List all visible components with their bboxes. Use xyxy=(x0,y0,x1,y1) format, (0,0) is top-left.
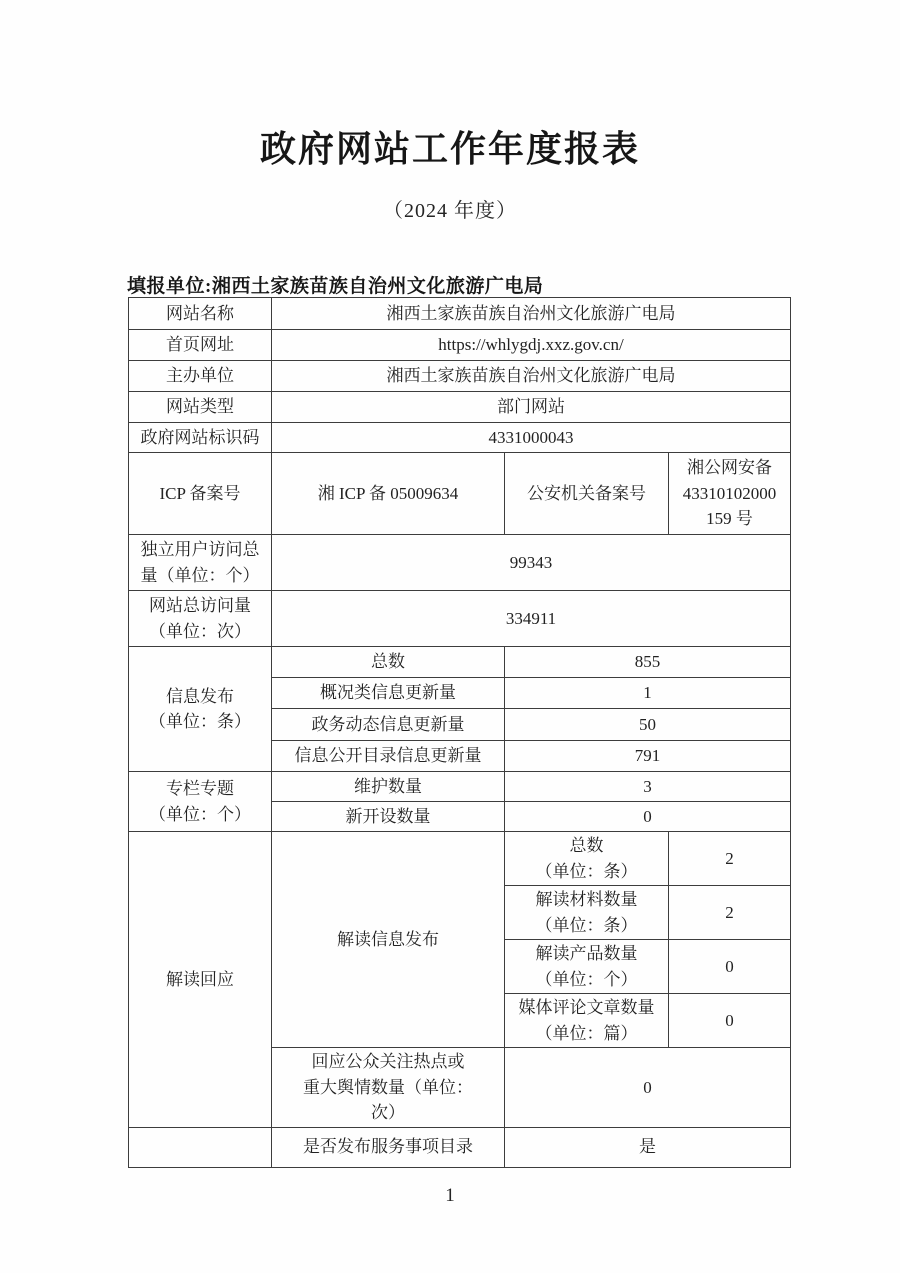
info-publish-directory-value: 791 xyxy=(505,741,791,772)
site-type-value: 部门网站 xyxy=(272,392,791,423)
site-name-label: 网站名称 xyxy=(129,298,272,330)
table-row-host-unit xyxy=(129,361,791,392)
table-row-topics-maintained xyxy=(129,772,791,802)
topics-new-value: 0 xyxy=(505,802,791,832)
topics-new-label: 新开设数量 xyxy=(272,802,505,832)
table-row-service-directory xyxy=(129,1127,791,1167)
interpretation-group-label: 解读回应 xyxy=(129,832,272,1128)
info-publish-total-label: 总数 xyxy=(272,647,505,678)
host-unit-value: 湘西土家族苗族自治州文化旅游广电局 xyxy=(272,361,791,392)
interpretation-media-label: 媒体评论文章数量 （单位：篇） xyxy=(505,994,669,1048)
interpretation-publish-label: 解读信息发布 xyxy=(272,832,505,1048)
site-id-code-value: 4331000043 xyxy=(272,423,791,453)
site-id-code-label: 政府网站标识码 xyxy=(129,423,272,453)
reporting-unit-label: 填报单位: xyxy=(127,276,212,297)
cell-empty xyxy=(129,1127,272,1167)
interpretation-total-label: 总数 （单位：条） xyxy=(505,832,669,886)
annual-report-table xyxy=(128,297,791,1168)
hotspot-response-label: 回应公众关注热点或 重大舆情数量（单位： 次） xyxy=(272,1048,505,1128)
info-publish-overview-label: 概况类信息更新量 xyxy=(272,678,505,709)
police-record-label: 公安机关备案号 xyxy=(505,453,669,535)
table-row-site-id-code xyxy=(129,423,791,453)
table-row-interpretation-total xyxy=(129,832,791,886)
special-topics-group-label: 专栏专题 （单位：个） xyxy=(129,772,272,832)
info-publish-news-value: 50 xyxy=(505,709,791,741)
site-name-value: 湘西土家族苗族自治州文化旅游广电局 xyxy=(272,298,791,330)
reporting-unit-value: 湘西土家族苗族自治州文化旅游广电局 xyxy=(211,276,544,297)
homepage-url-label: 首页网址 xyxy=(129,330,272,361)
interpretation-materials-label: 解读材料数量 （单位：条） xyxy=(505,886,669,940)
interpretation-total-value: 2 xyxy=(669,832,791,886)
table-row-icp xyxy=(129,453,791,535)
icp-label: ICP 备案号 xyxy=(129,453,272,535)
icp-value: 湘 ICP 备 05009634 xyxy=(272,453,505,535)
info-publish-overview-value: 1 xyxy=(505,678,791,709)
page-title: 政府网站工作年度报表 xyxy=(259,128,640,169)
page-subtitle: （2024 年度） xyxy=(383,200,517,222)
table-row-homepage-url xyxy=(129,330,791,361)
host-unit-label: 主办单位 xyxy=(129,361,272,392)
service-directory-label: 是否发布服务事项目录 xyxy=(272,1127,505,1167)
service-directory-value: 是 xyxy=(505,1127,791,1167)
total-visits-value: 334911 xyxy=(272,591,791,647)
unique-visitors-label: 独立用户访问总 量（单位：个） xyxy=(129,535,272,591)
reporting-unit-line xyxy=(127,271,543,298)
total-visits-label: 网站总访问量 （单位：次） xyxy=(129,591,272,647)
table-row-unique-visitors xyxy=(129,535,791,591)
homepage-url-value: https://whlygdj.xxz.gov.cn/ xyxy=(272,330,791,361)
hotspot-response-value: 0 xyxy=(505,1048,791,1128)
site-type-label: 网站类型 xyxy=(129,392,272,423)
info-publish-directory-label: 信息公开目录信息更新量 xyxy=(272,741,505,772)
table-row-site-name xyxy=(129,298,791,330)
info-publish-news-label: 政务动态信息更新量 xyxy=(272,709,505,741)
info-publish-group-label: 信息发布 （单位：条） xyxy=(129,647,272,772)
table-row-site-type xyxy=(129,392,791,423)
topics-maintained-value: 3 xyxy=(505,772,791,802)
interpretation-materials-value: 2 xyxy=(669,886,791,940)
interpretation-products-label: 解读产品数量 （单位：个） xyxy=(505,940,669,994)
info-publish-total-value: 855 xyxy=(505,647,791,678)
unique-visitors-value: 99343 xyxy=(272,535,791,591)
interpretation-media-value: 0 xyxy=(669,994,791,1048)
page-number: 1 xyxy=(445,1185,455,1206)
police-record-value: 湘公网安备 43310102000 159 号 xyxy=(669,453,791,535)
interpretation-products-value: 0 xyxy=(669,940,791,994)
table-row-info-publish-total xyxy=(129,647,791,678)
table-row-total-visits xyxy=(129,591,791,647)
topics-maintained-label: 维护数量 xyxy=(272,772,505,802)
